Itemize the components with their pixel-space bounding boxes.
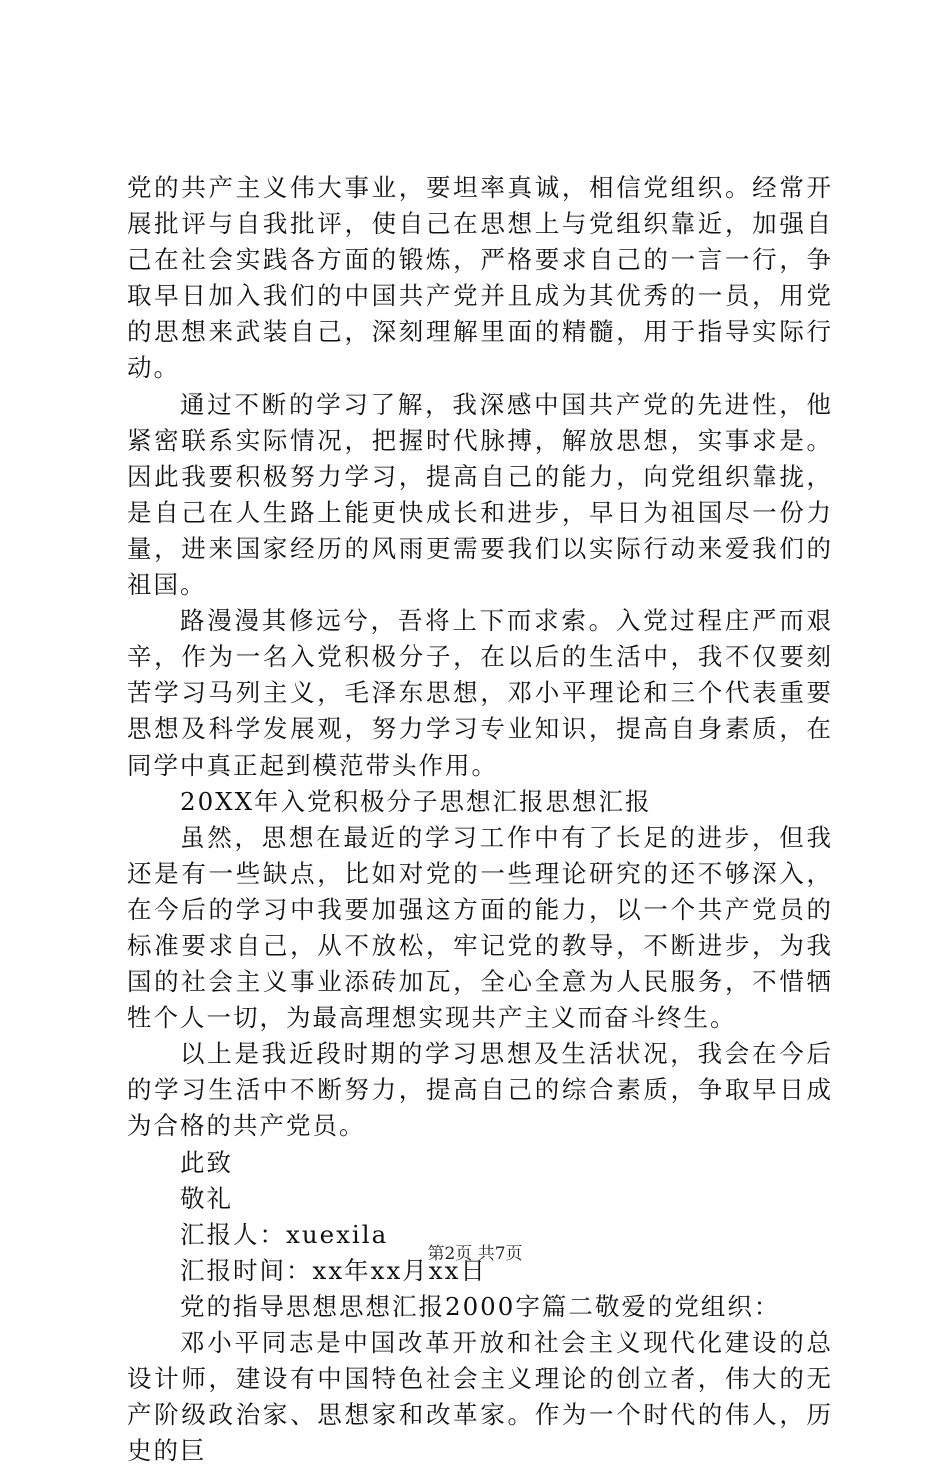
paragraph-3: 路漫漫其修远兮，吾将上下而求索。入党过程庄严而艰辛，作为一名入党积极分子，在以后的生活中，我不仅要刻苦学习马列主义，毛泽东思想，邓小平理论和三个代表重要思想及科学发展观，努力学习专业知识，提高自身素质，在同学中真正起到模范带头作用。 <box>127 606 833 780</box>
paragraph-6: 邓小平同志是中国改革开放和社会主义现代化建设的总设计师，建设有中国特色社会主义理论的创立者，伟大的无产阶级政治家、思想家和改革家。作为一个时代的伟人，历史的巨 <box>127 1328 833 1466</box>
report-date-line: 汇报时间：xx年xx月xx日 <box>180 1255 487 1285</box>
next-article-heading: 党的指导思想思想汇报2000字篇二敬爱的党组织： <box>180 1291 781 1321</box>
paragraph-2: 通过不断的学习了解，我深感中国共产党的先进性，他紧密联系实际情况，把握时代脉搏，解放思想，实事求是。因此我要积极努力学习，提高自己的能力，向党组织靠拢，是自己在人生路上能更快成长和进步，早日为祖国尽一份力量，进来国家经历的风雨更需要我们以实际行动来爱我们的祖国。 <box>127 389 833 600</box>
closing-salutation: 此致 <box>180 1147 233 1177</box>
closing-regards: 敬礼 <box>180 1183 233 1213</box>
page-number-footer: 第2页 共7页 <box>427 1244 523 1264</box>
paragraph-5: 以上是我近段时期的学习思想及生活状况，我会在今后的学习生活中不断努力，提高自己的综合素质，争取早日成为合格的共产党员。 <box>127 1039 833 1141</box>
document-body <box>127 170 833 1469</box>
reporter-line: 汇报人：xuexila <box>180 1219 389 1249</box>
section-heading: 20XX年入党积极分子思想汇报思想汇报 <box>180 786 652 816</box>
paragraph-4: 虽然，思想在最近的学习工作中有了长足的进步，但我还是有一些缺点，比如对党的一些理论研究的还不够深入，在今后的学习中我要加强这方面的能力，以一个共产党员的标准要求自己，从不放松，牢记党的教导，不断进步，为我国的社会主义事业添砖加瓦，全心全意为人民服务，不惜牺牲个人一切，为最高理想实现共产主义而奋斗终生。 <box>127 822 833 1033</box>
paragraph-1: 党的共产主义伟大事业，要坦率真诚，相信党组织。经常开展批评与自我批评，使自己在思想上与党组织靠近，加强自己在社会实践各方面的锻炼，严格要求自己的一言一行，争取早日加入我们的中国共产党并且成为其优秀的一员，用党的思想来武装自己，深刻理解里面的精髓，用于指导实际行动。 <box>127 173 833 383</box>
